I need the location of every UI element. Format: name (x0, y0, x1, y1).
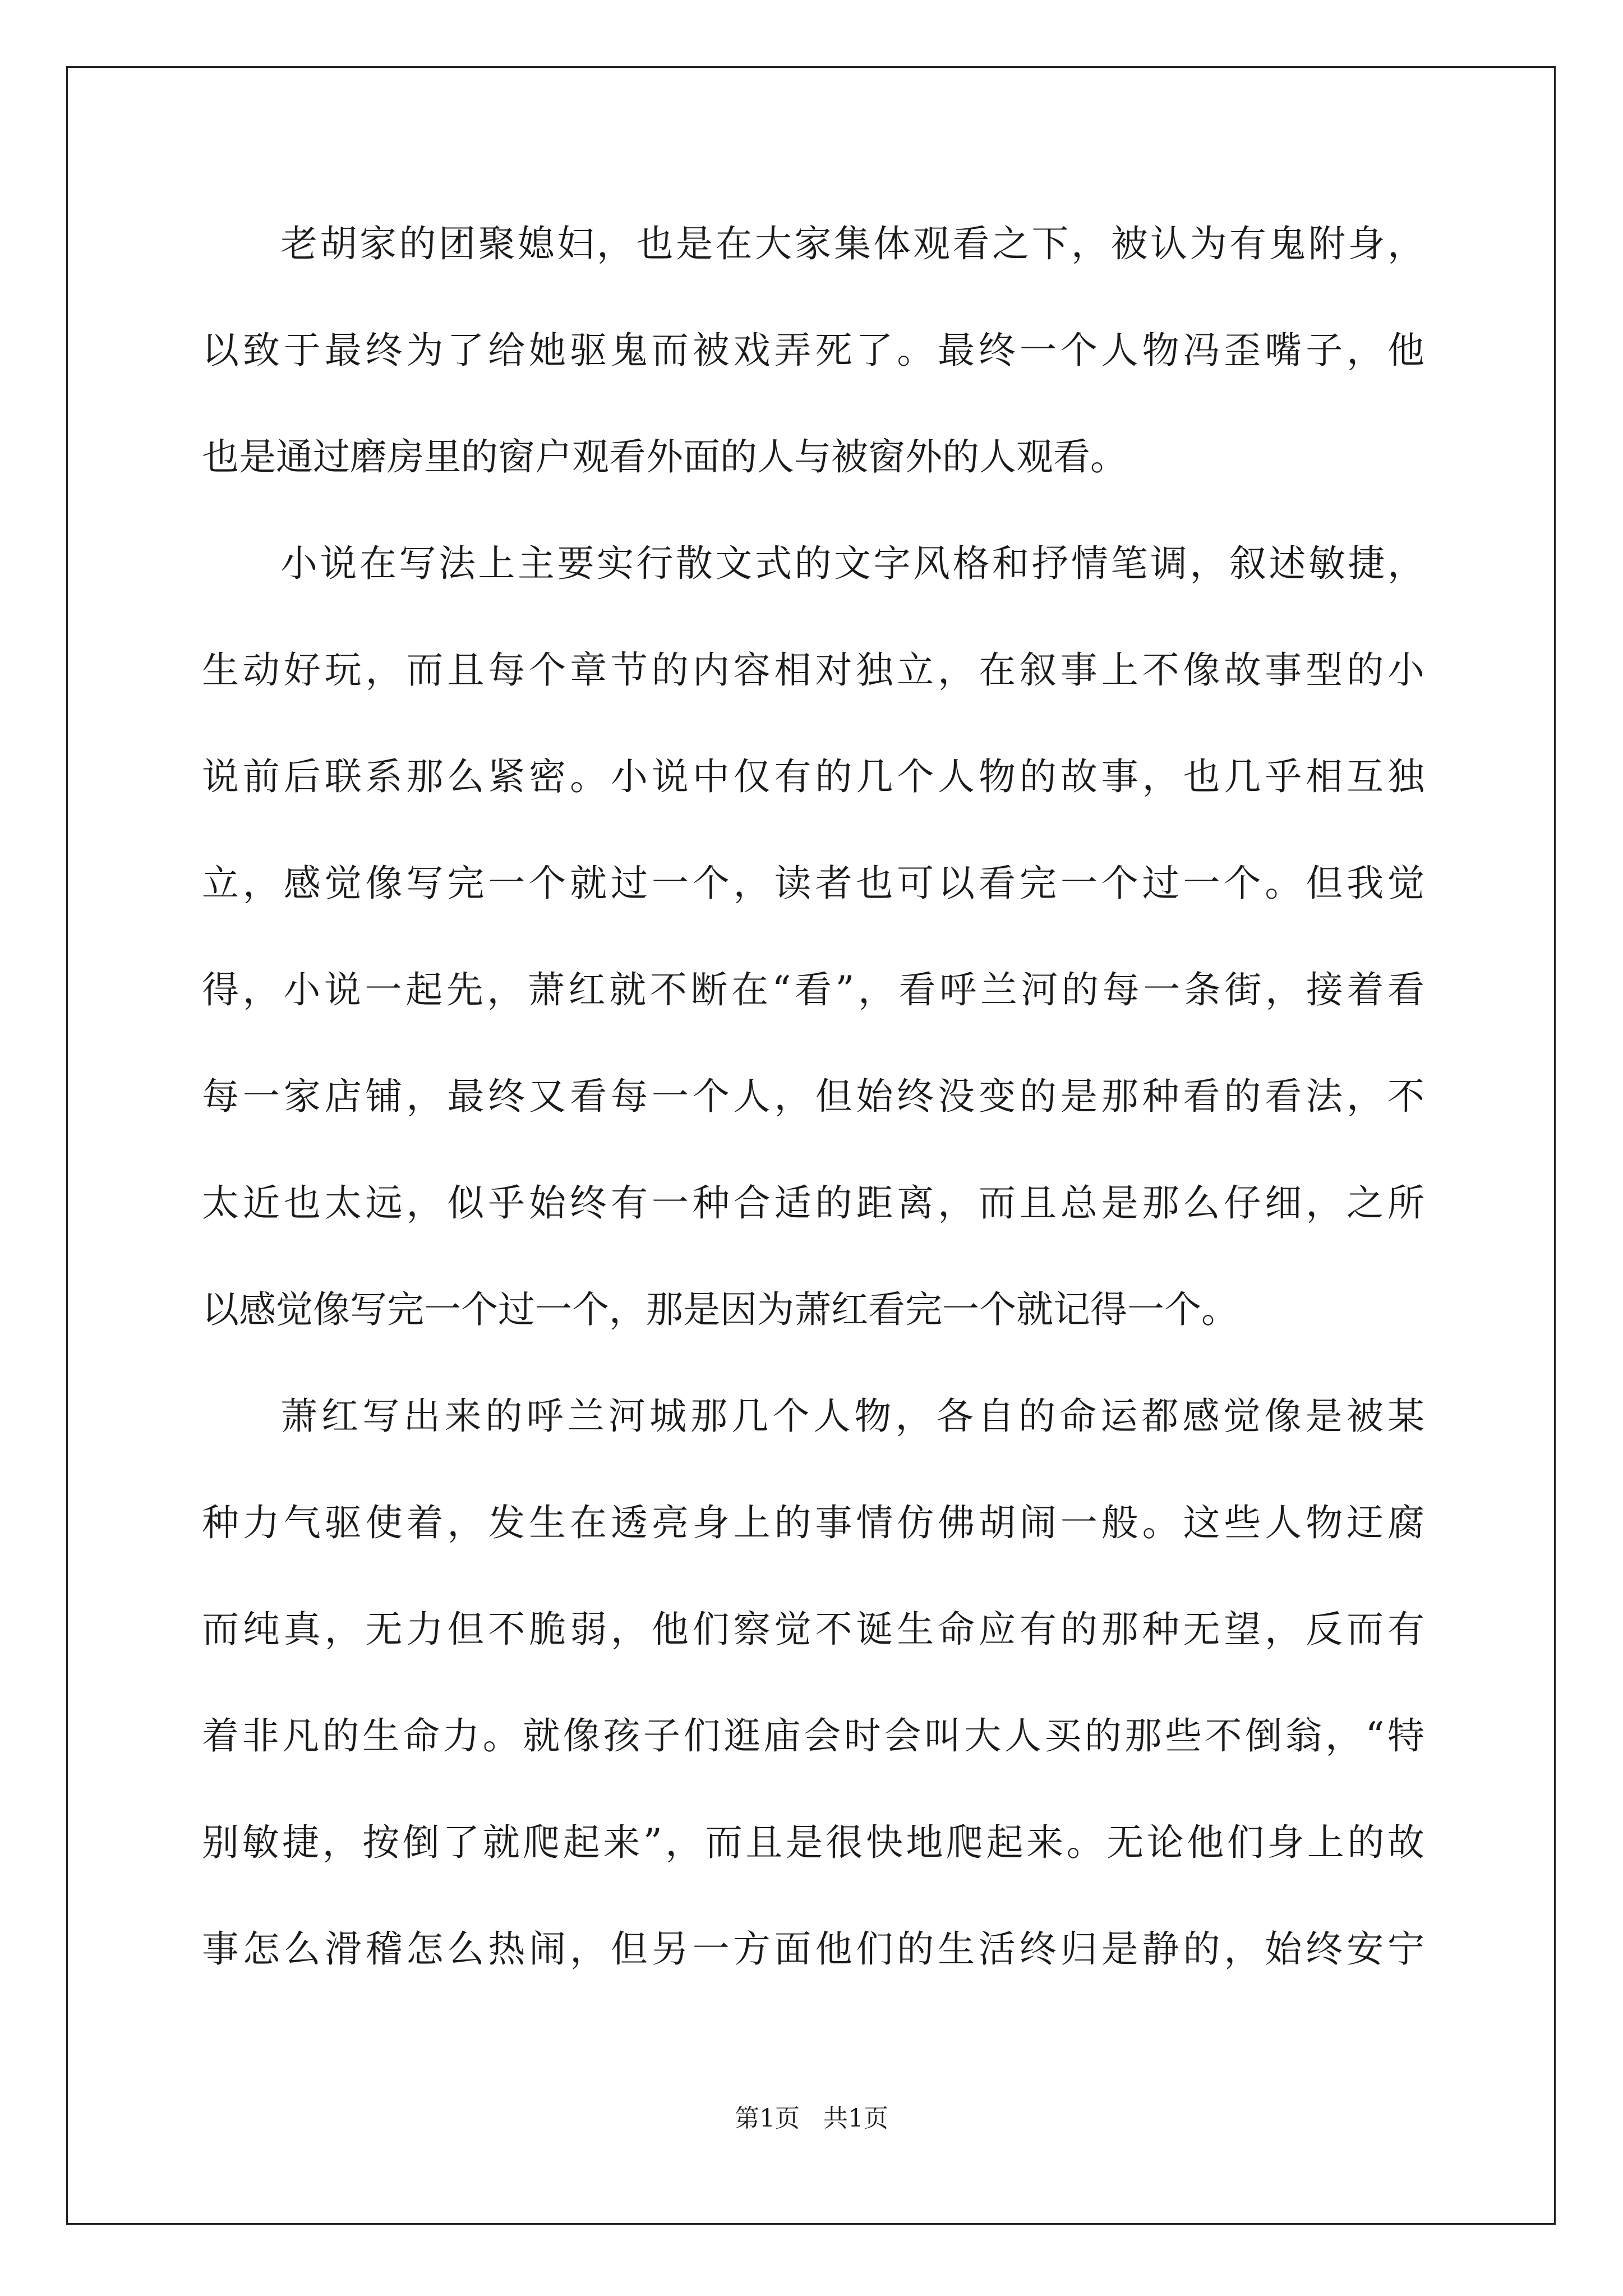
text-line: 生动好玩，而且每个章节的内容相对独立，在叙事上不像故事型的小 (202, 648, 1424, 692)
text-line: 着非凡的生命力。就像孩子们逛庙会时会叫大人买的那些不倒翁，“特 (202, 1714, 1424, 1757)
page-number: 第1页 (735, 2104, 800, 2133)
text-line: 立，感觉像写完一个就过一个，读者也可以看完一个过一个。但我觉 (202, 862, 1424, 905)
text-line: 种力气驱使着，发生在透亮身上的事情仿佛胡闹一般。这些人物迂腐 (202, 1501, 1424, 1544)
text-line: 老胡家的团聚媳妇，也是在大家集体观看之下，被认为有鬼附身， (280, 222, 1424, 265)
text-line: 太近也太远，似乎始终有一种合适的距离，而且总是那么仔细，之所 (202, 1181, 1424, 1225)
text-line: 事怎么滑稽怎么热闹，但另一方面他们的生活终归是静的，始终安宁 (202, 1927, 1424, 1971)
text-line: 说前后联系那么紧密。小说中仅有的几个人物的故事，也几乎相互独 (202, 755, 1424, 798)
text-line: 每一家店铺，最终又看每一个人，但始终没变的是那种看的看法，不 (202, 1075, 1424, 1118)
page-total: 共1页 (823, 2104, 888, 2133)
text-line: 也是通过磨房里的窗户观看外面的人与被窗外的人观看。 (202, 435, 1127, 478)
text-line: 小说在写法上主要实行散文式的文字风格和抒情笔调，叙述敏捷， (280, 542, 1424, 585)
text-line: 别敏捷，按倒了就爬起来”，而且是很快地爬起来。无论他们身上的故 (202, 1821, 1424, 1864)
text-line: 得，小说一起先，萧红就不断在“看”，看呼兰河的每一条街，接着看 (202, 968, 1424, 1011)
page-footer (0, 2098, 1623, 2134)
text-line: 萧红写出来的呼兰河城那几个人物，各自的命运都感觉像是被某 (280, 1395, 1424, 1438)
text-line: 以感觉像写完一个过一个，那是因为萧红看完一个就记得一个。 (202, 1288, 1238, 1331)
document-body (202, 191, 1424, 2003)
text-line: 以致于最终为了给她驱鬼而被戏弄死了。最终一个人物冯歪嘴子，他 (202, 329, 1424, 372)
text-line: 而纯真，无力但不脆弱，他们察觉不诞生命应有的那种无望，反而有 (202, 1608, 1424, 1651)
